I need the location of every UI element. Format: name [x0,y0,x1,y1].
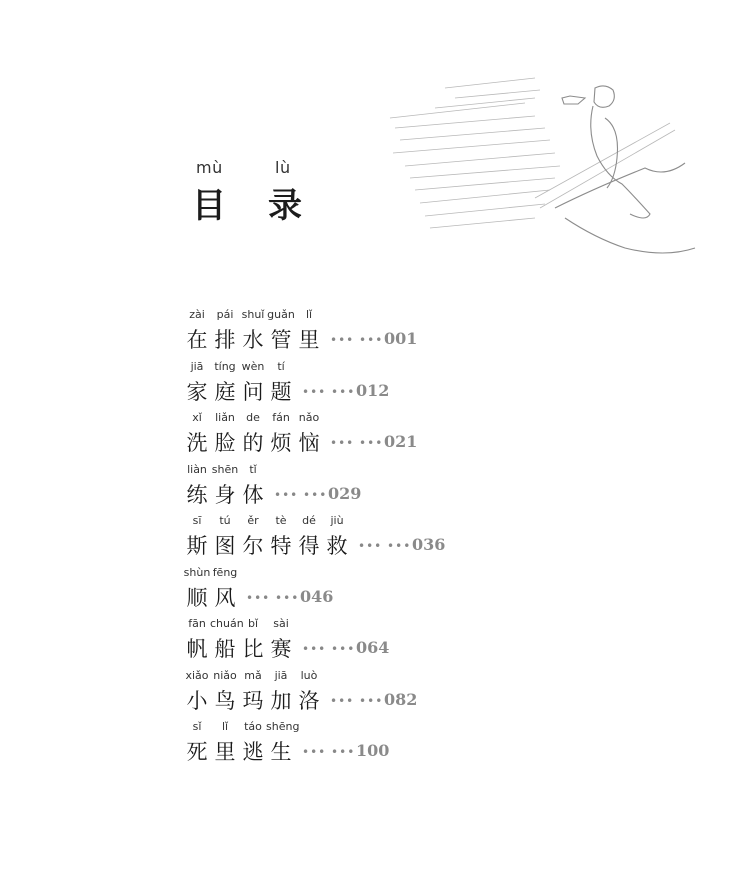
entry-char: 在 [186,328,208,352]
entry-pinyin: fán [272,411,290,424]
entry-pinyin: liàn [187,462,207,476]
leader-dots: ••• ••• [302,384,356,399]
entry-pinyin: chuán [210,617,244,630]
entry-char: 庭 [214,379,236,404]
entry-char: 排 [214,328,236,352]
entry-pinyin: ěr [247,514,259,527]
page-number: 036 [412,535,446,554]
entry-pinyin: niǎo [213,668,237,682]
entry-pinyin: guǎn [267,308,295,321]
entry-pinyin: táo [244,720,262,733]
entry-char: 斯 [186,534,208,558]
entry-pinyin: shuǐ [241,308,265,321]
entry-pinyin: lǐ [305,308,313,321]
entry-pinyin: mǎ [244,668,262,682]
entry-pinyin: tè [275,514,287,527]
entry-char: 比 [242,637,264,661]
entry-char: 洛 [298,688,320,713]
entry-pinyin: lǐ [221,720,229,733]
entry-pinyin: dé [302,514,316,527]
entry-pinyin: bǐ [247,617,259,630]
entry-char: 洗 [186,431,208,455]
entry-pinyin: nǎo [298,411,320,424]
entry-char: 问 [242,379,264,404]
entry-char: 生 [270,740,292,764]
title-pinyin: lù [275,158,291,177]
entry-char: 风 [214,585,236,610]
leader-dots: ••• ••• [302,745,356,759]
entry-char: 恼 [298,431,320,455]
entry-pinyin: liǎn [215,411,235,424]
entry-char: 救 [326,534,348,558]
entry-char: 加 [270,688,292,713]
entry-char: 家 [186,379,208,404]
leader-dots: ••• ••• [246,590,300,605]
leader-dots: ••• ••• [330,693,384,708]
page-number: 012 [356,380,390,400]
page-number: 082 [384,689,418,709]
entry-pinyin: wèn [241,359,265,373]
page-number: 021 [384,432,418,451]
entry-char: 赛 [270,637,292,661]
mouse-on-ship-sketch-icon [385,58,715,258]
entry-char: 顺 [186,585,208,610]
entry-char: 小 [186,688,208,713]
entry-char: 脸 [214,431,236,455]
title-char: 录 [268,186,302,226]
page-number: 046 [300,586,334,606]
entry-char: 图 [214,534,236,558]
leader-dots: ••• ••• [274,487,328,502]
entry-pinyin: tú [219,514,231,527]
entry-pinyin: luò [300,668,318,682]
entry-char: 的 [242,431,264,455]
entry-char: 船 [214,637,236,661]
entry-pinyin: tǐ [249,462,257,476]
entry-pinyin: sài [273,617,289,630]
entry-char: 练 [186,482,208,507]
entry-char: 烦 [270,431,292,455]
entry-char: 特 [270,534,292,558]
entry-pinyin: tíng [214,359,236,373]
entry-pinyin: shùn [183,565,211,579]
leader-dots: ••• ••• [302,642,356,656]
entry-pinyin: jiù [330,514,344,527]
entry-char: 玛 [242,688,264,713]
page-number: 001 [384,329,418,348]
entry-pinyin: shēng [266,720,300,733]
entry-char: 里 [214,740,236,764]
entry-char: 题 [270,379,292,404]
entry-pinyin: xǐ [192,411,202,424]
entry-pinyin: fēng [212,565,238,579]
entry-pinyin: sǐ [192,720,202,733]
entry-pinyin: pái [216,308,234,321]
leader-dots: ••• ••• [330,333,384,347]
entry-char: 得 [298,534,320,558]
entry-pinyin: tí [277,359,285,373]
title-char: 目 [192,186,226,226]
entry-char: 身 [214,482,236,507]
entry-char: 尔 [242,534,264,558]
entry-char: 鸟 [214,688,236,713]
entry-pinyin: jiā [190,359,204,373]
entry-pinyin: sī [192,514,202,527]
entry-pinyin: de [246,411,260,424]
entry-pinyin: zài [189,308,205,321]
entry-char: 里 [298,328,320,352]
page-number: 100 [356,741,390,760]
entry-char: 体 [242,482,264,507]
entry-char: 死 [186,740,208,764]
page-number: 064 [356,638,390,657]
entry-pinyin: shēn [211,462,239,476]
entry-char: 帆 [186,637,208,661]
entry-char: 水 [242,328,264,352]
entry-pinyin: fān [188,617,206,630]
entry-pinyin: jiā [274,668,288,682]
leader-dots: ••• ••• [358,539,412,553]
title-pinyin: mù [196,158,223,177]
entry-char: 管 [270,328,292,352]
entry-pinyin: xiǎo [185,668,209,682]
entry-char: 逃 [242,740,264,764]
leader-dots: ••• ••• [330,436,384,450]
page-number: 029 [328,483,362,503]
